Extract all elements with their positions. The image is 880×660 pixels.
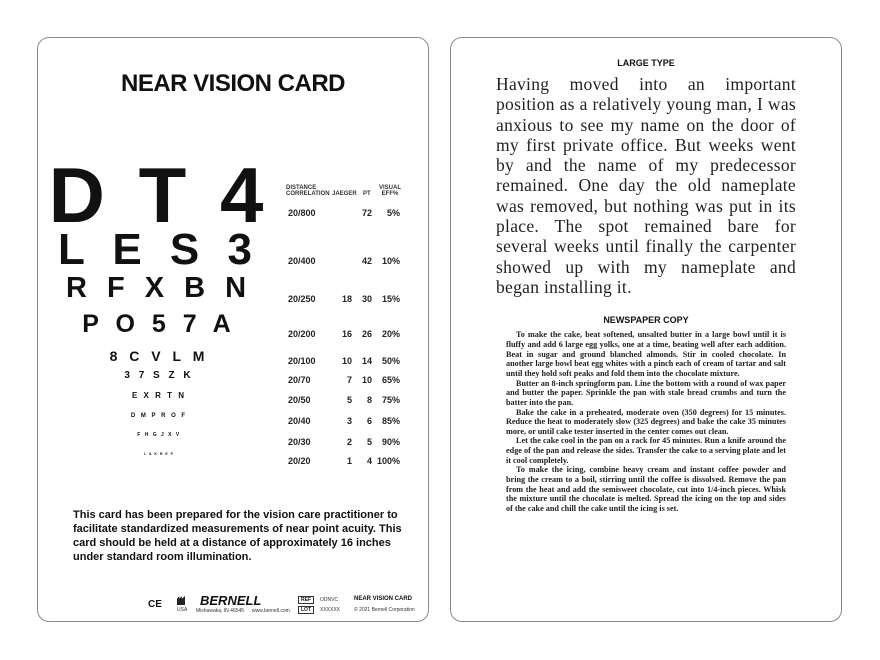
visual-eff-cell: 90% (381, 437, 400, 447)
pt-cell: 26 (361, 329, 372, 339)
distance-cell: 20/250 (288, 294, 316, 304)
jaeger-cell: 5 (346, 395, 352, 405)
news-paragraph: To make the cake, beat softened, unsalted butter in a large bowl until it is fluffy and add 6 large egg yolks, one at a time, beating well after each addition. Beat in sugar and ground blanched almonds. Stir in cooled chocolate. In another large bowl beat egg whites with a pinch each of cream of tartar and salt until they hold soft peaks and fold them into the chocolate mixture. (506, 330, 786, 378)
visual-eff-cell: 10% (381, 256, 400, 266)
distance-cell: 20/40 (288, 416, 311, 426)
optotype-line: L E S 3 (58, 225, 260, 274)
distance-cell: 20/30 (288, 437, 311, 447)
visual-eff-cell: 100% (376, 456, 400, 466)
visual-eff-cell: 50% (381, 356, 400, 366)
optotype-line: 3 7 S Z K (124, 370, 194, 381)
large-type-heading: LARGE TYPE (617, 58, 675, 68)
manufacturer-icon (177, 596, 185, 605)
pt-cell: 8 (366, 395, 372, 405)
visual-eff-cell: 20% (381, 329, 400, 339)
jaeger-cell: 1 (346, 456, 352, 466)
jaeger-cell: 2 (346, 437, 352, 447)
address: Mishawaka, IN 46545 (196, 608, 245, 614)
ref-value: ODNVC (320, 597, 339, 603)
header-pt: PT (363, 191, 371, 197)
visual-eff-cell: 65% (381, 375, 400, 385)
lot-value: XXXXXX (320, 607, 341, 613)
ce-mark: CE (148, 599, 162, 610)
pt-cell: 5 (366, 437, 372, 447)
newspaper-copy-text (506, 330, 786, 513)
jaeger-cell: 10 (341, 356, 352, 366)
distance-cell: 20/50 (288, 395, 311, 405)
near-vision-card-front (37, 37, 429, 622)
optotype-line: L A K R E P (144, 452, 174, 456)
ref-label: REF (298, 596, 314, 604)
optotype-line: D M P R O F (130, 413, 188, 419)
header-distance: DISTANCE CORRELATION (286, 185, 330, 197)
large-type-text: Having moved into an important position as a relatively young man, I was anxious to see my name on the door of my first private office. But weeks went by and the name of my predecessor remained. One day the old nameplate was removed, but nothing was put in its place. The spot remained bare for several weeks until finally the carpenter showed up with my nameplate and began installing it. (496, 74, 796, 297)
usa-label: USA (177, 607, 188, 613)
news-paragraph: Let the cake cool in the pan on a rack for 45 minutes. Run a knife around the edge of the pan and release the sides. Transfer the cake to a serving plate and let it cool completely. (506, 436, 786, 465)
pt-cell: 6 (366, 416, 372, 426)
product-name: NEAR VISION CARD (354, 596, 413, 602)
pt-cell: 30 (361, 294, 372, 304)
visual-eff-cell: 75% (381, 395, 400, 405)
jaeger-cell: 16 (341, 329, 352, 339)
distance-cell: 20/70 (288, 375, 311, 385)
lot-label: LOT (298, 606, 314, 614)
jaeger-cell: 7 (346, 375, 352, 385)
news-paragraph: Bake the cake in a preheated, moderate oven (350 degrees) for 15 minutes. Reduce the heat to moderately slow (325 degrees) and bake the cake 35 minutes more, or until cake tester inserted in the center comes out clean. (506, 407, 786, 436)
pt-cell: 42 (361, 256, 372, 266)
header-jaeger: JAEGER (332, 191, 357, 197)
pt-cell: 10 (361, 375, 372, 385)
optotype-line: E X R T N (131, 391, 186, 400)
distance-cell: 20/200 (288, 329, 316, 339)
visual-eff-cell: 85% (381, 416, 400, 426)
jaeger-cell: 3 (346, 416, 352, 426)
bernell-logo: BERNELL (200, 593, 262, 608)
pt-cell: 14 (361, 356, 372, 366)
news-paragraph: To make the icing, combine heavy cream and instant coffee powder and bring the cream to a boil, stirring until the coffee is dissolved. Remove the pan from the heat and add the semisweet chocolate, cut into 1/4-inch pieces. Whisk the mixture until the chocolate is melted. Spread the icing on the top and sides of the cake and chill the cake until the icing is set. (506, 465, 786, 514)
pt-cell: 4 (366, 456, 372, 466)
optotype-line: R F X B N (65, 272, 253, 304)
visual-eff-cell: 15% (381, 294, 400, 304)
visual-eff-cell: 5% (386, 208, 400, 218)
optotype-line: F H G J X V (137, 432, 181, 438)
website: www.bernell.com (252, 608, 290, 614)
optotype-line: 8 C V L M (109, 348, 209, 364)
distance-cell: 20/20 (288, 456, 311, 466)
distance-cell: 20/800 (288, 208, 316, 218)
newspaper-copy-heading: NEWSPAPER COPY (603, 315, 689, 326)
distance-cell: 20/100 (288, 356, 316, 366)
news-paragraph: Butter an 8-inch springform pan. Line the bottom with a round of wax paper and butter the paper. Sprinkle the pan with stale bread crumbs and turn the batter into the pan. (506, 378, 786, 407)
copyright: © 2021 Bernell Corporation (354, 607, 415, 613)
pt-cell: 72 (361, 208, 372, 218)
header-visual: VISUAL EFF% (378, 185, 401, 197)
jaeger-cell: 18 (341, 294, 352, 304)
near-vision-card-back (450, 37, 842, 622)
card-title: NEAR VISION CARD (120, 70, 346, 97)
optotype-line: P O 5 7 A (82, 310, 236, 338)
distance-cell: 20/400 (288, 256, 316, 266)
instructions-note: This card has been prepared for the vision care practitioner to facilitate standardized measurements of near point acuity. This card should be held at a distance of approximately 16 inches under standard room illumination. (73, 509, 402, 563)
optotype-line: D T 4 (48, 151, 270, 239)
